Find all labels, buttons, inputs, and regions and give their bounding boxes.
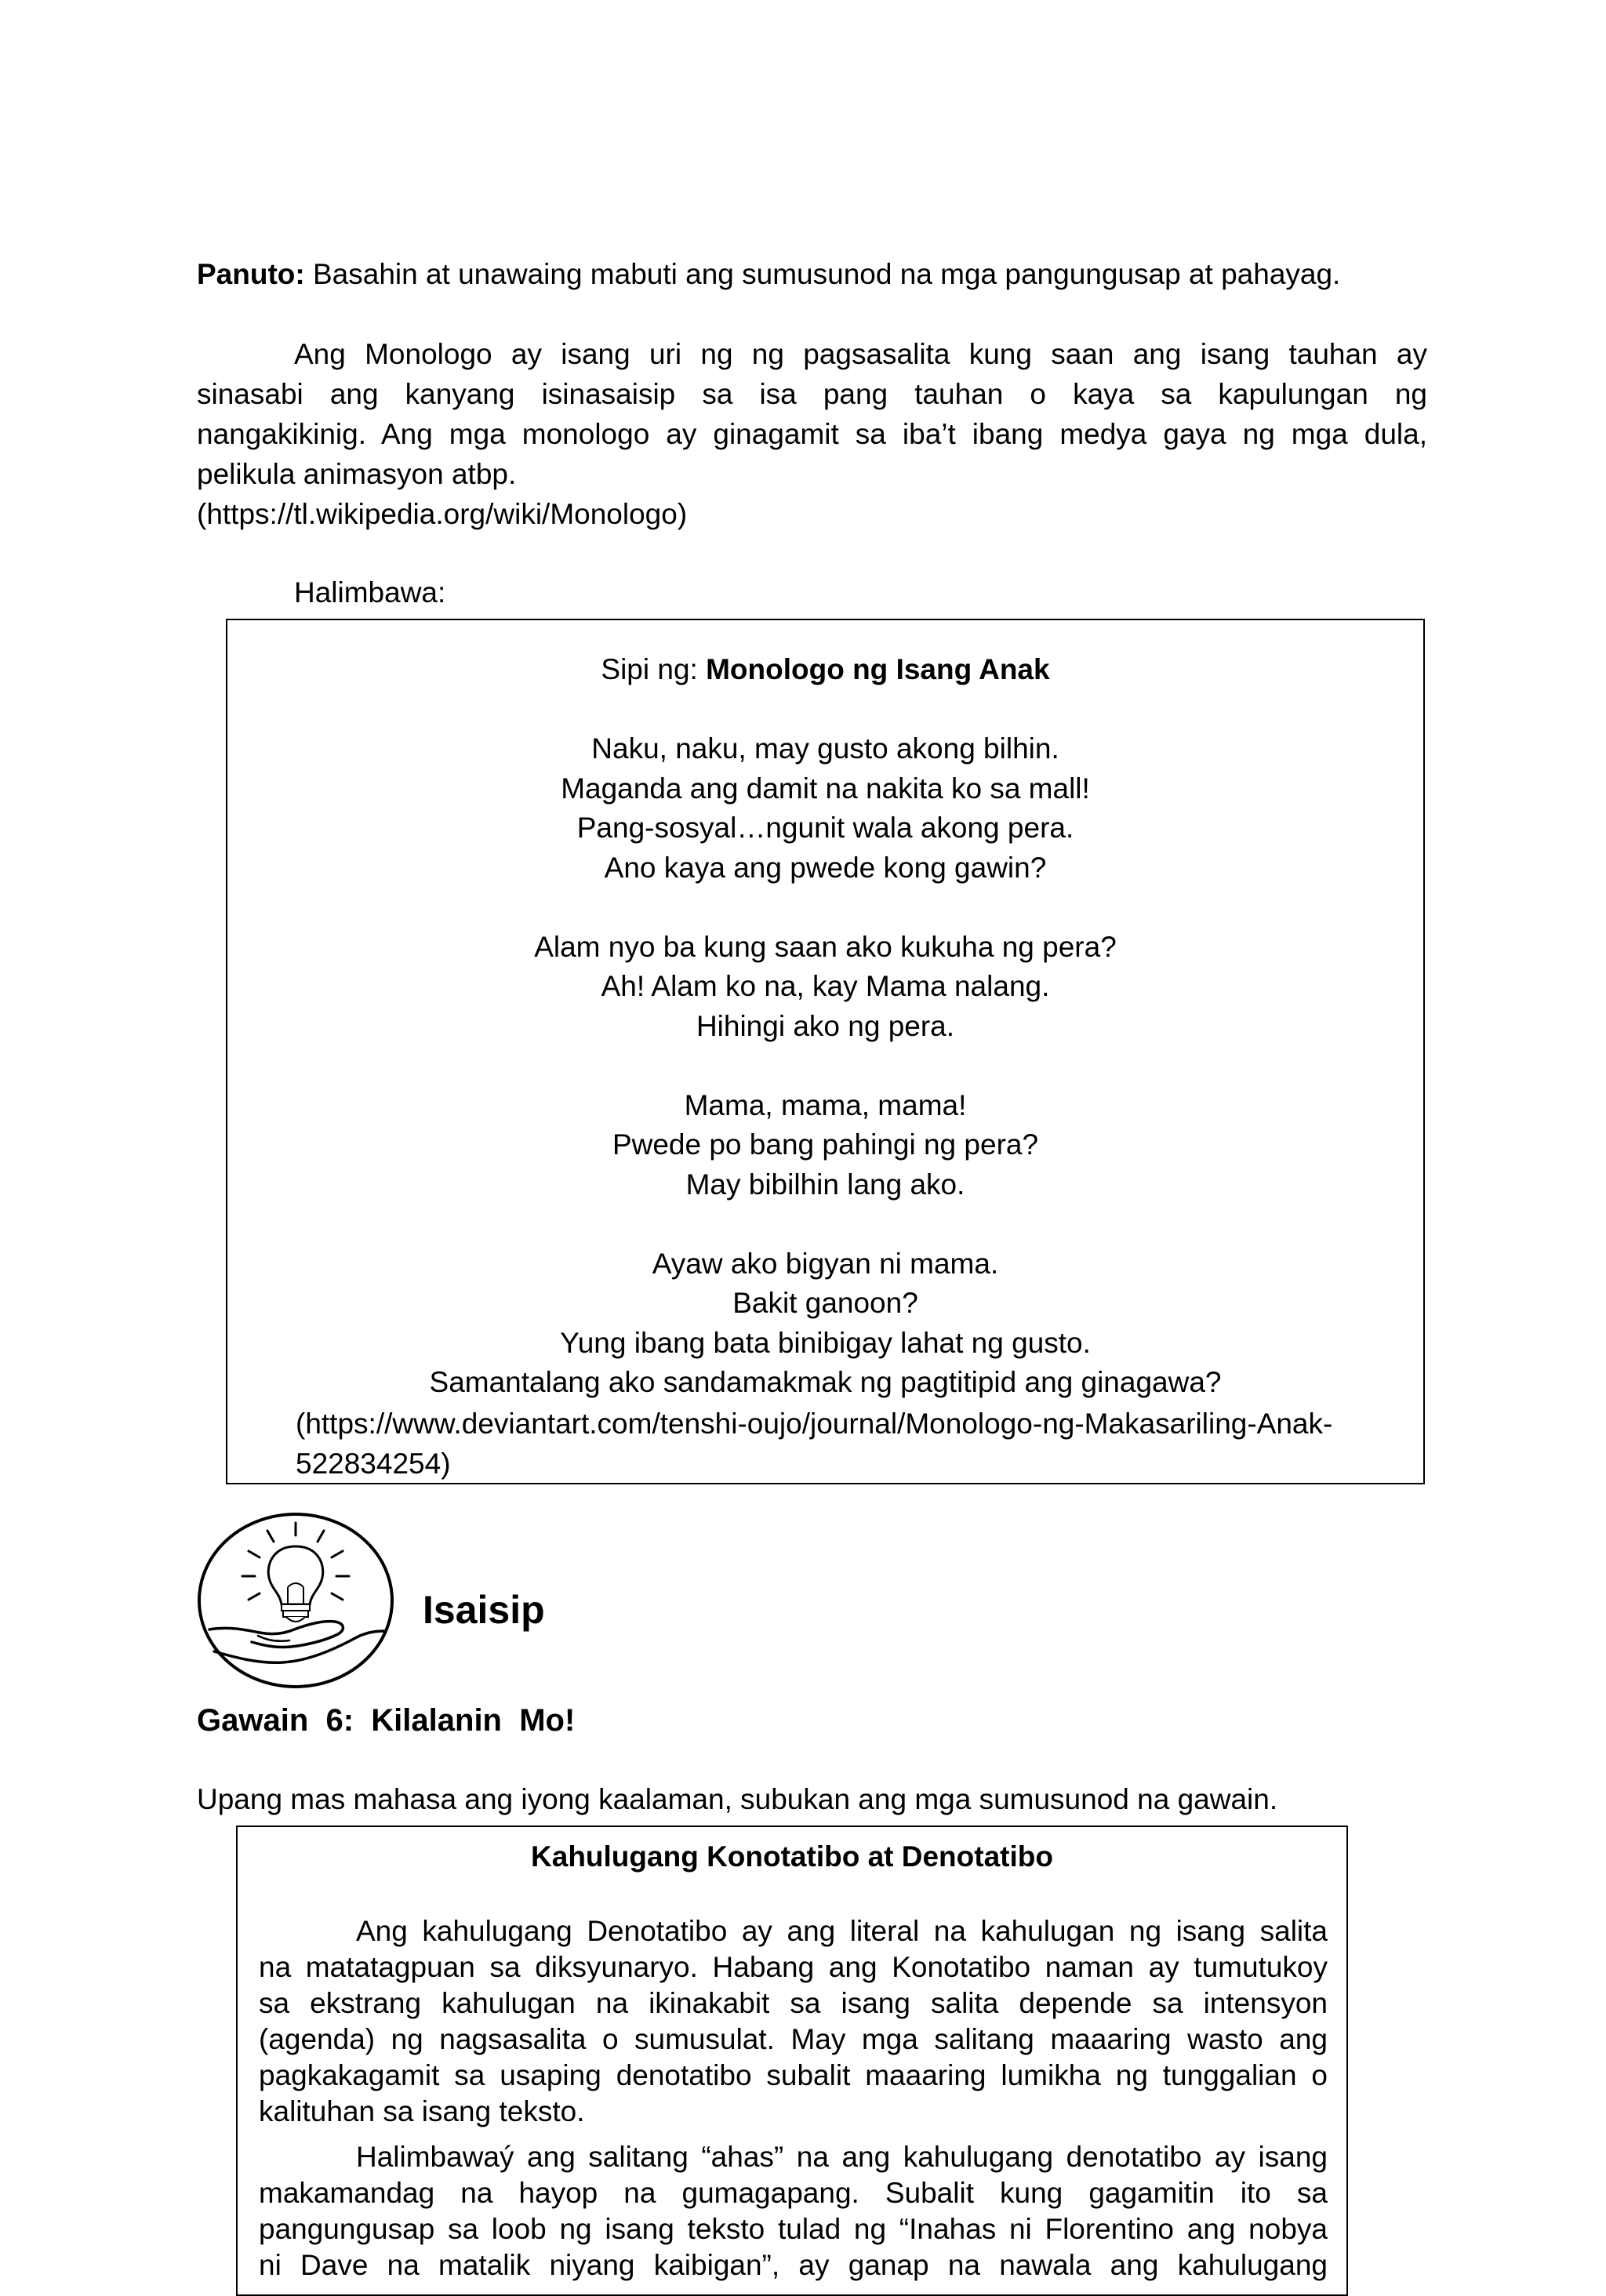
para-line: Halimbawaý ang salitang “ahas” na ang kahulugang denotatibo ay isang: [356, 2141, 1328, 2173]
intro-line: sinasabi ang kanyang isinasaisip sa isa pang tauhan o kaya sa kapulungan ng: [197, 378, 1427, 410]
intro-line: Ang Monologo ay isang uri ng ng pagsasalita kung saan ang isang tauhan ay: [294, 338, 1427, 370]
monologue-line: Bakit ganoon?: [732, 1287, 918, 1319]
monologue-line: May bibilhin lang ako.: [685, 1168, 965, 1201]
para-line: ni Dave na matalik niyang kaibigan”, ay ganap na nawala ang kahulugang: [259, 2249, 1328, 2281]
intro-line: pelikula animasyon atbp.: [197, 458, 517, 490]
monologue-source: (https://www.deviantart.com/tenshi-oujo/journal/Monologo-ng-Makasariling-Anak- 522834254): [296, 1408, 1333, 1480]
monologue-line: Hihingi ako ng pera.: [696, 1009, 955, 1042]
monologue-body: [227, 650, 1423, 1403]
para-line: pagkakagamit sa usaping denotatibo subalit maaaring lumikha ng tunggalian o: [259, 2059, 1328, 2091]
intro-line: nangakikinig. Ang mga monologo ay ginagamit sa iba’t ibang medya gaya ng mga dula,: [197, 418, 1427, 450]
para-line: na matatagpuan sa diksyunaryo. Habang ang Konotatibo naman ay tumutukoy: [259, 1951, 1328, 1983]
para-line: pangungusap sa loob ng isang teksto tulad ng “Inahas ni Florentino ang nobya: [259, 2213, 1328, 2245]
konotatibo-para2: [259, 2139, 1328, 2283]
konotatibo-para1: [259, 1913, 1328, 2130]
monologue-line: Ayaw ako bigyan ni mama.: [652, 1247, 999, 1280]
konotatibo-title: Kahulugang Konotatibo at Denotatibo: [531, 1840, 1053, 1873]
intro-paragraph: [197, 334, 1427, 534]
gawain-heading: Gawain 6: Kilalanin Mo!: [197, 1703, 576, 1738]
monologue-title: Sipi ng: Monologo ng Isang Anak: [601, 653, 1050, 685]
para-line: (agenda) ng nagsasalita o sumusulat. May mga salitang maaaring wasto ang: [259, 2023, 1328, 2055]
isaisip-heading: Isaisip: [423, 1588, 545, 1632]
monologue-line: Pwede po bang pahingi ng pera?: [612, 1128, 1039, 1161]
monologue-line: Ah! Alam ko na, kay Mama nalang.: [601, 970, 1050, 1002]
monologue-line: Mama, mama, mama!: [684, 1088, 967, 1121]
monologue-line: Alam nyo ba kung saan ako kukuha ng pera?: [534, 930, 1117, 963]
intro-source: (https://tl.wikipedia.org/wiki/Monologo): [197, 498, 688, 530]
panuto-line: [197, 256, 1340, 293]
para-line: kalituhan sa isang teksto.: [259, 2095, 585, 2127]
monologue-box: [226, 619, 1425, 1484]
para-line: makamandag na hayop na gumagapang. Subalit kung gagamitin ito sa: [259, 2177, 1328, 2209]
monologue-line: Pang-sosyal…ngunit wala akong pera.: [576, 812, 1074, 844]
konotatibo-box: [236, 1826, 1348, 2296]
para-line: Ang kahulugang Denotatibo ay ang literal na kahulugan ng isang salita: [356, 1915, 1328, 1947]
monologue-line: Yung ibang bata binibigay lahat ng gusto.: [560, 1326, 1091, 1359]
halimbawa-label: Halimbawa:: [294, 576, 446, 609]
monologue-line: Ano kaya ang pwede kong gawin?: [604, 851, 1047, 884]
gawain-instruction: Upang mas mahasa ang iyong kaalaman, subukan ang mga sumusunod na gawain.: [197, 1783, 1278, 1815]
para-line: sa ekstrang kahulugan na ikinakabit sa isang salita depende sa intensyon: [259, 1987, 1328, 2019]
panuto-text: Basahin at unawaing mabuti ang sumusunod na mga pangungusap at pahayag.: [304, 258, 1341, 290]
lightbulb-hand-icon: [197, 1512, 394, 1689]
monologue-line: Samantalang ako sandamakmak ng pagtitipid ang ginagawa?: [429, 1366, 1222, 1398]
panuto-label: Panuto:: [197, 258, 305, 290]
monologue-line: Naku, naku, may gusto akong bilhin.: [591, 732, 1059, 765]
monologue-line: Maganda ang damit na nakita ko sa mall!: [561, 772, 1090, 805]
